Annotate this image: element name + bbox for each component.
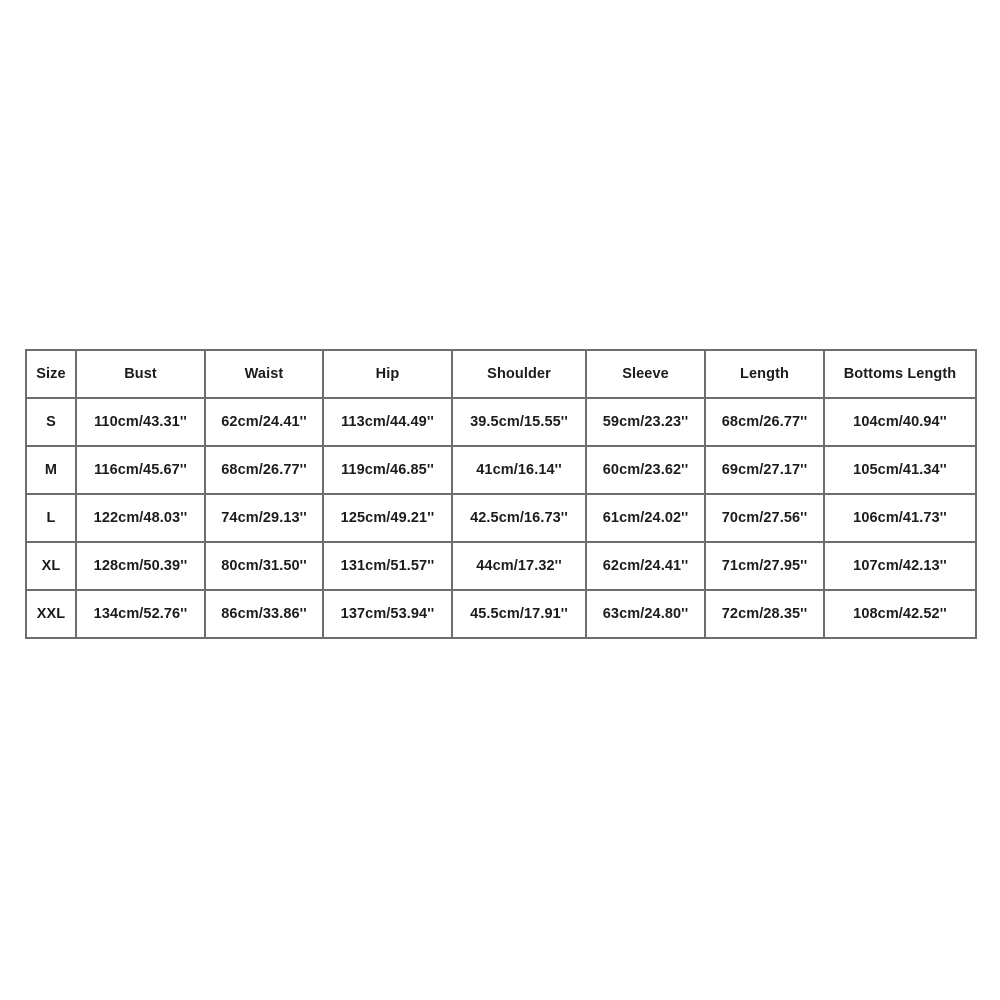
- bust-cell: 122cm/48.03'': [76, 494, 205, 542]
- table-row: [26, 590, 976, 638]
- sleeve-cell: 62cm/24.41'': [586, 542, 705, 590]
- header-hip: Hip: [323, 350, 452, 398]
- hip-cell: 119cm/46.85'': [323, 446, 452, 494]
- bottoms-length-cell: 104cm/40.94'': [824, 398, 976, 446]
- waist-cell: 74cm/29.13'': [205, 494, 323, 542]
- table-row: [26, 446, 976, 494]
- header-sleeve: Sleeve: [586, 350, 705, 398]
- hip-cell: 137cm/53.94'': [323, 590, 452, 638]
- header-shoulder: Shoulder: [452, 350, 586, 398]
- bust-cell: 116cm/45.67'': [76, 446, 205, 494]
- size-cell: XXL: [26, 590, 76, 638]
- length-cell: 70cm/27.56'': [705, 494, 824, 542]
- bottoms-length-cell: 107cm/42.13'': [824, 542, 976, 590]
- length-cell: 69cm/27.17'': [705, 446, 824, 494]
- sleeve-cell: 63cm/24.80'': [586, 590, 705, 638]
- shoulder-cell: 44cm/17.32'': [452, 542, 586, 590]
- table-row: [26, 398, 976, 446]
- length-cell: 72cm/28.35'': [705, 590, 824, 638]
- waist-cell: 68cm/26.77'': [205, 446, 323, 494]
- sleeve-cell: 59cm/23.23'': [586, 398, 705, 446]
- shoulder-cell: 45.5cm/17.91'': [452, 590, 586, 638]
- shoulder-cell: 41cm/16.14'': [452, 446, 586, 494]
- shoulder-cell: 39.5cm/15.55'': [452, 398, 586, 446]
- length-cell: 71cm/27.95'': [705, 542, 824, 590]
- hip-cell: 113cm/44.49'': [323, 398, 452, 446]
- waist-cell: 86cm/33.86'': [205, 590, 323, 638]
- size-cell: L: [26, 494, 76, 542]
- length-cell: 68cm/26.77'': [705, 398, 824, 446]
- size-cell: M: [26, 446, 76, 494]
- bottoms-length-cell: 106cm/41.73'': [824, 494, 976, 542]
- header-row: [26, 350, 976, 398]
- table-row: [26, 494, 976, 542]
- bottoms-length-cell: 108cm/42.52'': [824, 590, 976, 638]
- waist-cell: 62cm/24.41'': [205, 398, 323, 446]
- header-length: Length: [705, 350, 824, 398]
- bottoms-length-cell: 105cm/41.34'': [824, 446, 976, 494]
- hip-cell: 125cm/49.21'': [323, 494, 452, 542]
- sleeve-cell: 61cm/24.02'': [586, 494, 705, 542]
- header-bottoms-length: Bottoms Length: [824, 350, 976, 398]
- sleeve-cell: 60cm/23.62'': [586, 446, 705, 494]
- size-chart-table: [25, 349, 977, 639]
- header-waist: Waist: [205, 350, 323, 398]
- waist-cell: 80cm/31.50'': [205, 542, 323, 590]
- bust-cell: 134cm/52.76'': [76, 590, 205, 638]
- header-size: Size: [26, 350, 76, 398]
- table-row: [26, 542, 976, 590]
- hip-cell: 131cm/51.57'': [323, 542, 452, 590]
- size-cell: S: [26, 398, 76, 446]
- shoulder-cell: 42.5cm/16.73'': [452, 494, 586, 542]
- size-cell: XL: [26, 542, 76, 590]
- bust-cell: 110cm/43.31'': [76, 398, 205, 446]
- header-bust: Bust: [76, 350, 205, 398]
- bust-cell: 128cm/50.39'': [76, 542, 205, 590]
